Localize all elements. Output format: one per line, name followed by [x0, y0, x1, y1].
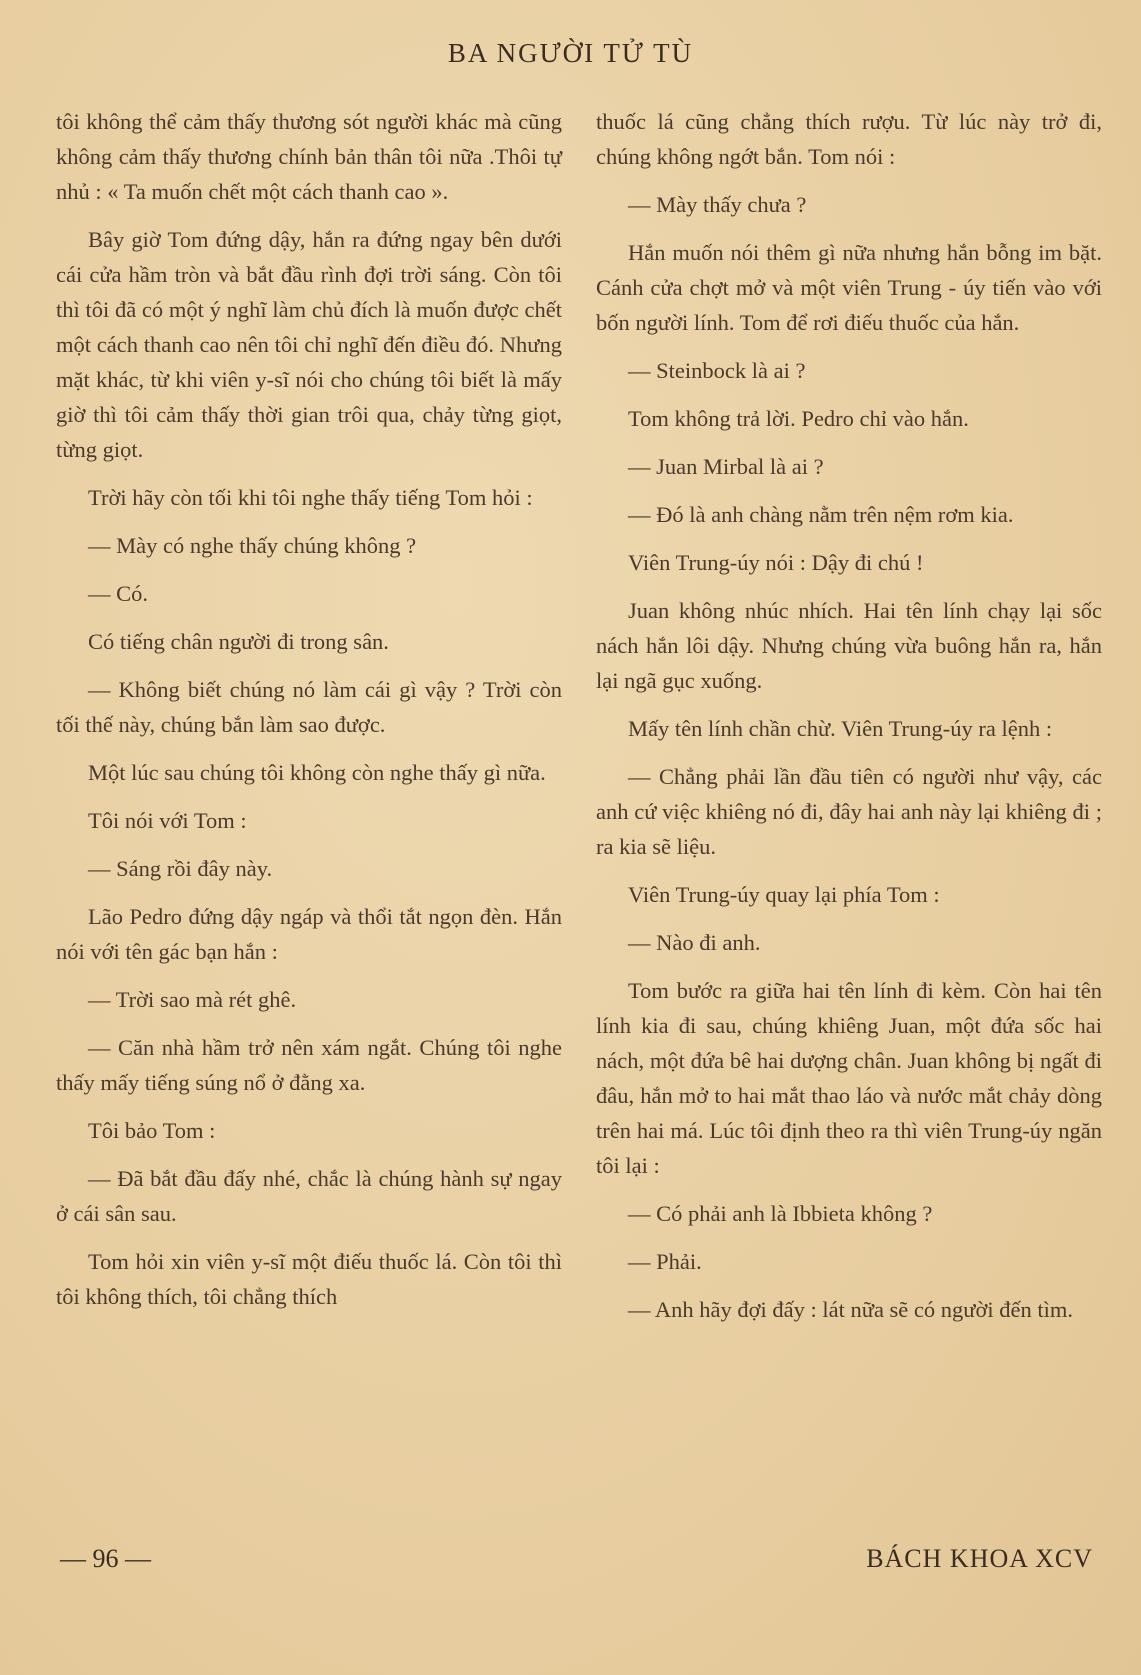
running-header: BA NGƯỜI TỬ TÙ [447, 38, 694, 68]
dialogue-line: — Juan Mirbal là ai ? [628, 454, 824, 479]
dialogue-line: — Nào đi anh. [628, 930, 761, 955]
dialogue-line: — Trời sao mà rét ghê. [88, 987, 297, 1012]
paragraph: Juan không nhúc nhích. Hai tên lính chạy lại sốc nách hắn lôi dậy. Nhưng chúng vừa buông hắn ra, hắn lại ngã gục xuống. [596, 598, 1102, 693]
dialogue-line: — Steinbock là ai ? [628, 358, 806, 383]
paragraph: Bây giờ Tom đứng dậy, hắn ra đứng ngay bên dưới cái cửa hầm tròn và bắt đầu rình đợi trời sáng. Còn tôi thì tôi đã có một ý nghĩ làm chủ đích là muốn được chết một cách thanh cao nên tôi chỉ nghĩ đến điều đó. Nhưng mặt khác, từ khi viên y-sĩ nói cho chúng tôi biết là mấy giờ thì tôi cảm thấy thời gian trôi qua, chảy từng giọt, từng giọt. [56, 227, 562, 462]
dialogue-line: — Đã bắt đầu đấy nhé, chắc là chúng hành sự ngay ở cái sân sau. [56, 1166, 562, 1226]
paragraph: Tom hỏi xin viên y-sĩ một điếu thuốc lá. Còn tôi thì tôi không thích, tôi chẳng thích [56, 1249, 562, 1309]
magazine-issue: BÁCH KHOA XCV [866, 1544, 1093, 1573]
page-number: — 96 — [60, 1544, 151, 1573]
paragraph: Hắn muốn nói thêm gì nữa nhưng hắn bỗng im bặt. Cánh cửa chợt mở và một viên Trung - úy tiến vào với bốn người lính. Tom để rơi điếu thuốc của hắn. [596, 240, 1102, 335]
dialogue-line: — Có phải anh là Ibbieta không ? [628, 1201, 933, 1226]
dialogue-line: — Sáng rồi đây này. [88, 856, 273, 881]
right-column [596, 104, 1102, 1340]
dialogue-line: — Có. [88, 581, 149, 606]
paragraph: Lão Pedro đứng dậy ngáp và thổi tắt ngọn đèn. Hắn nói với tên gác bạn hắn : [56, 904, 562, 964]
dialogue-line: — Mày thấy chưa ? [628, 192, 807, 217]
paragraph: Có tiếng chân người đi trong sân. [88, 629, 389, 654]
paragraph: Tôi nói với Tom : [88, 808, 247, 833]
paragraph: Mấy tên lính chần chừ. Viên Trung-úy ra lệnh : [628, 716, 1053, 741]
paragraph: Viên Trung-úy nói : Dậy đi chú ! [628, 550, 924, 575]
dialogue-line: — Chẳng phải lần đầu tiên có người như vậy, các anh cứ việc khiêng nó đi, đây hai anh này lại khiêng đi ; ra kia sẽ liệu. [596, 764, 1102, 859]
paragraph: tôi không thể cảm thấy thương sót người khác mà cũng không cảm thấy thương chính bản thân tôi nữa .Thôi tự nhủ : « Ta muốn chết một cách thanh cao ». [56, 109, 562, 204]
paragraph: Trời hãy còn tối khi tôi nghe thấy tiếng Tom hỏi : [88, 485, 533, 510]
paragraph: Tom bước ra giữa hai tên lính đi kèm. Còn hai tên lính kia đi sau, chúng khiêng Juan, một đứa sốc hai nách, một đứa bê hai dượng chân. Juan không bị ngất đi đâu, hắn mở to hai mắt thao láo và nước mắt chảy dòng trên hai má. Lúc tôi định theo ra thì viên Trung-úy ngăn tôi lại : [596, 978, 1102, 1178]
paragraph: Viên Trung-úy quay lại phía Tom : [628, 882, 940, 907]
dialogue-line: — Căn nhà hầm trở nên xám ngắt. Chúng tôi nghe thấy mấy tiếng súng nổ ở đằng xa. [56, 1035, 562, 1095]
paragraph: Tôi bảo Tom : [88, 1118, 216, 1143]
paragraph: Tom không trả lời. Pedro chỉ vào hắn. [628, 406, 969, 431]
dialogue-line: — Đó là anh chàng nằm trên nệm rơm kia. [628, 502, 1014, 527]
dialogue-line: — Không biết chúng nó làm cái gì vậy ? Trời còn tối thế này, chúng bắn làm sao được. [56, 677, 562, 737]
dialogue-line: — Mày có nghe thấy chúng không ? [88, 533, 417, 558]
dialogue-line: — Phải. [628, 1249, 702, 1274]
dialogue-line: — Anh hãy đợi đấy : lát nữa sẽ có người đến tìm. [628, 1297, 1073, 1322]
left-column [56, 104, 562, 1327]
paragraph: Một lúc sau chúng tôi không còn nghe thấy gì nữa. [88, 760, 546, 785]
paragraph: thuốc lá cũng chẳng thích rượu. Từ lúc này trở đi, chúng không ngớt bắn. Tom nói : [596, 109, 1102, 169]
